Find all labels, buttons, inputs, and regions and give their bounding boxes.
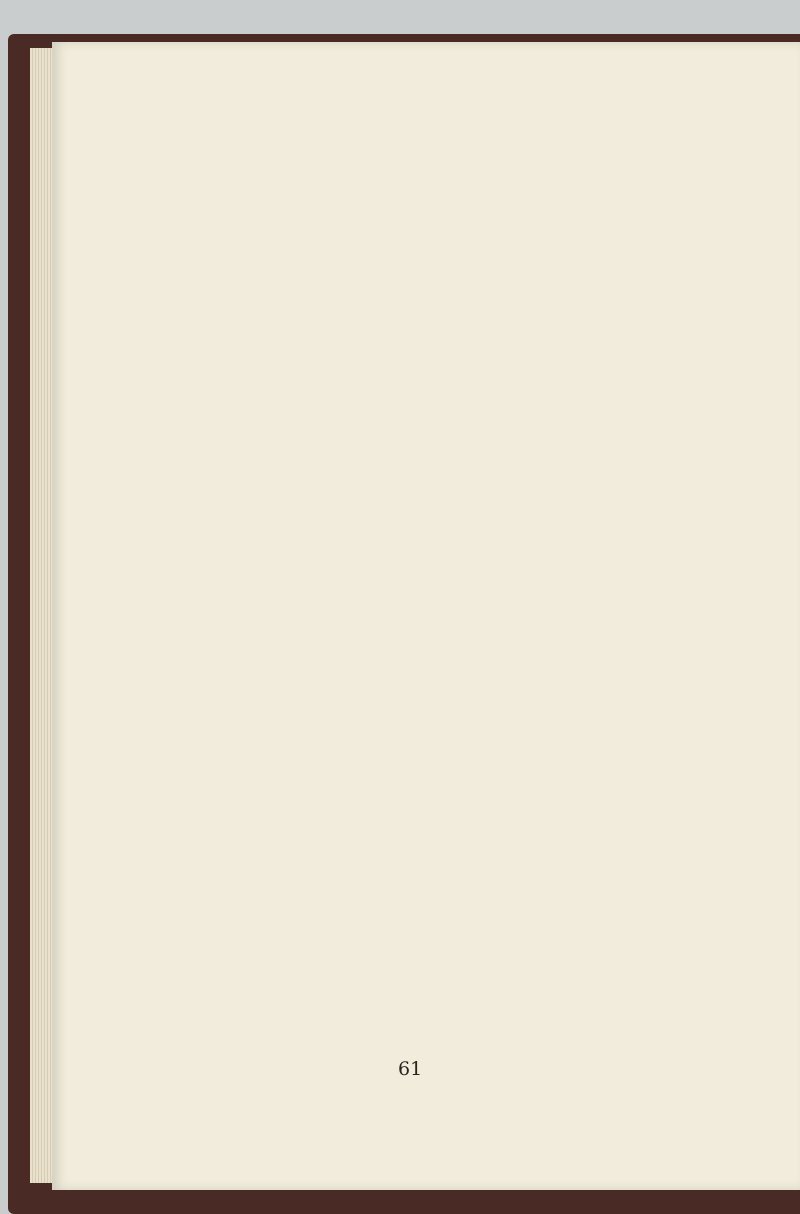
upper-left-text-block [150,150,420,595]
page-number: 61 [398,1058,423,1080]
lower-right-text-block [590,625,710,925]
lower-left-text-block [175,625,365,1045]
upper-right-text-block [600,150,710,595]
lower-middle-text-block [365,625,580,1045]
section-heading-text [100,150,140,595]
subsection-heading-text [128,625,163,1045]
upper-middle-text-block [420,150,610,595]
